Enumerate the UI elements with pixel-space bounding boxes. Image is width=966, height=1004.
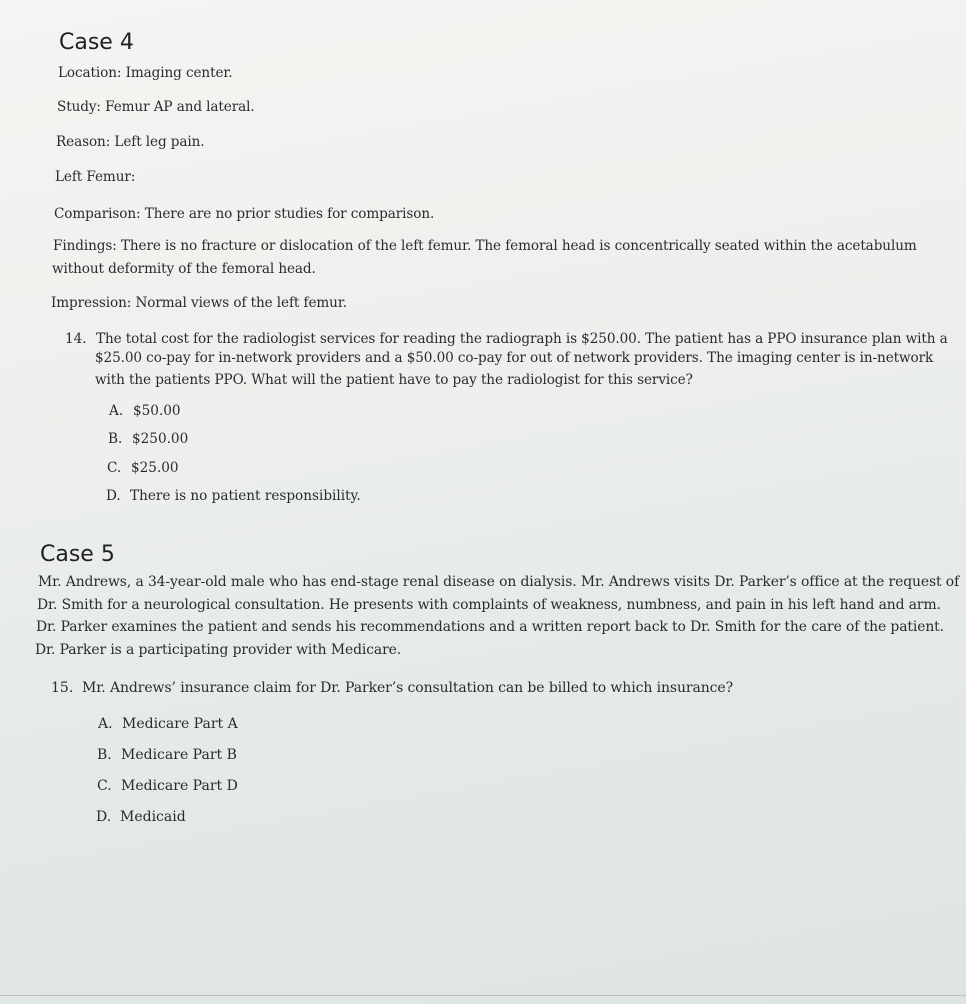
comparison-line: Comparison: There are no prior studies for comparison. [54,206,435,222]
location-line: Location: Imaging center. [58,65,233,81]
question-14-option-b [108,431,188,447]
findings-line-2: without deformity of the femoral head. [52,261,316,277]
option-text: Medicaid [120,809,186,825]
impression-line: Impression: Normal views of the left femur. [51,295,347,311]
question-14-number: 14. [65,331,87,347]
page-bottom-edge [0,995,966,996]
option-letter: C. [107,460,122,476]
case-5-paragraph-line-1: Mr. Andrews, a 34-year-old male who has end-stage renal disease on dialysis. Mr. Andrews visits Dr. Parker’s office at the request of [38,574,960,590]
case-5-paragraph-line-4: Dr. Parker is a participating provider with Medicare. [35,642,402,658]
findings-line-1: Findings: There is no fracture or dislocation of the left femur. The femoral head is concentrically seated within the acetabulum [53,238,917,254]
question-14-option-a [109,403,181,419]
option-text: $250.00 [132,431,189,447]
study-line: Study: Femur AP and lateral. [57,99,255,115]
question-14-line-3: with the patients PPO. What will the patient have to pay the radiologist for this service? [95,372,693,388]
question-15-option-d [96,809,186,825]
case-5-paragraph-line-3: Dr. Parker examines the patient and sends his recommendations and a written report back to Dr. Smith for the care of the patient. [36,619,944,635]
option-letter: C. [97,778,112,794]
question-14-option-d [106,488,361,504]
case-5-heading: Case 5 [40,542,115,567]
option-letter: B. [97,747,112,763]
option-letter: D. [106,488,121,504]
option-text: Medicare Part A [122,716,238,732]
option-text: Medicare Part D [121,778,238,794]
question-14-line-1: The total cost for the radiologist services for reading the radiograph is $250.00. The patient has a PPO insurance plan with a [96,331,948,347]
question-15-option-b [97,747,237,763]
question-15-text: Mr. Andrews’ insurance claim for Dr. Parker’s consultation can be billed to which insurance? [82,680,733,696]
option-letter: B. [108,431,123,447]
case-5-paragraph-line-2: Dr. Smith for a neurological consultation. He presents with complaints of weakness, numbness, and pain in his left hand and arm. [37,597,941,613]
question-15-option-c [97,778,238,794]
case-4-heading: Case 4 [59,30,134,55]
option-text: Medicare Part B [121,747,237,763]
option-letter: D. [96,809,112,825]
question-14-line-2: $25.00 co-pay for in-network providers and a $50.00 co-pay for out of network providers. The imaging center is in-network [95,350,934,366]
left-femur-label: Left Femur: [55,169,136,185]
question-15-option-a [98,716,238,732]
option-letter: A. [109,403,124,419]
option-text: There is no patient responsibility. [130,488,361,504]
option-text: $50.00 [133,403,181,419]
question-14-option-c [107,460,179,476]
option-text: $25.00 [131,460,179,476]
option-letter: A. [98,716,113,732]
reason-line: Reason: Left leg pain. [56,134,205,150]
question-15-number: 15. [51,680,74,696]
